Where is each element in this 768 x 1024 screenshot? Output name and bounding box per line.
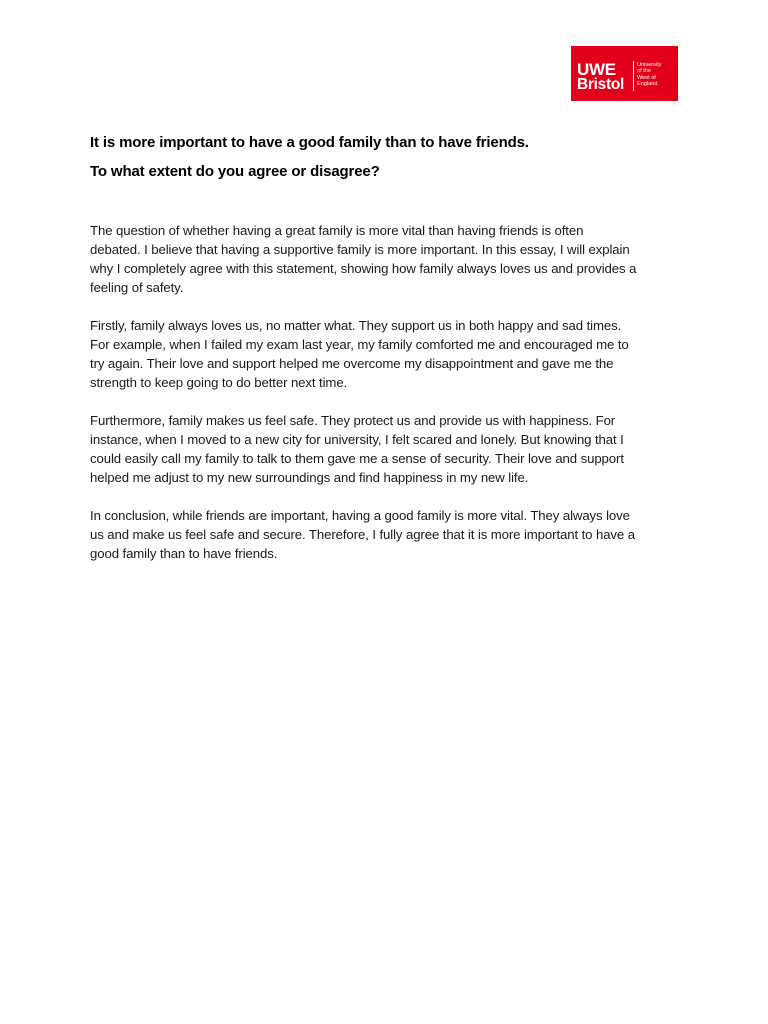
text-line: try again. Their love and support helped me overcome my disappointment and gave me the (90, 356, 614, 371)
essay-question-title: It is more important to have a good family than to have friends. (90, 134, 529, 151)
text-line: feeling of safety. (90, 280, 184, 295)
logo-divider (633, 61, 634, 91)
logo-sub-line: West of (637, 74, 656, 81)
paragraph-body-2 (90, 411, 690, 487)
text-line: Furthermore, family makes us feel safe. They protect us and provide us with happiness. For (90, 413, 616, 428)
logo-sub-line: University (637, 62, 662, 68)
logo-sub-line: England (637, 81, 658, 88)
text-line: For example, when I failed my exam last year, my family comforted me and encouraged me to (90, 337, 629, 352)
text-line: good family than to have friends. (90, 546, 278, 561)
logo-subtitle (637, 62, 662, 88)
essay-question-subtitle: To what extent do you agree or disagree? (90, 163, 380, 180)
essay-body (90, 221, 690, 582)
paragraph-body-1 (90, 316, 690, 392)
text-line: could easily call my family to talk to them gave me a sense of security. Their love and support (90, 451, 624, 466)
paragraph-conclusion (90, 506, 690, 563)
text-line: instance, when I moved to a new city for university, I felt scared and lonely. But knowing that I (90, 432, 624, 447)
text-line: In conclusion, while friends are important, having a good family is more vital. They always love (90, 508, 630, 523)
paragraph-introduction (90, 221, 690, 297)
text-line: helped me adjust to my new surroundings and find happiness in my new life. (90, 470, 529, 485)
text-line: us and make us feel safe and secure. Therefore, I fully agree that it is more important to have a (90, 527, 635, 542)
logo-line-bristol: Bristol (577, 76, 624, 93)
text-line: Firstly, family always loves us, no matter what. They support us in both happy and sad times. (90, 318, 622, 333)
text-line: why I completely agree with this statement, showing how family always loves us and provides a (90, 261, 637, 276)
logo-sub-line: of the (637, 68, 651, 75)
text-line: strength to keep going to do better next time. (90, 375, 348, 390)
logo-line-uwe: UWE (577, 60, 616, 79)
text-line: The question of whether having a great family is more vital than having friends is often (90, 223, 584, 238)
uwe-bristol-logo (571, 46, 678, 101)
text-line: debated. I believe that having a supportive family is more important. In this essay, I will explain (90, 242, 630, 257)
logo-wordmark (577, 62, 624, 92)
